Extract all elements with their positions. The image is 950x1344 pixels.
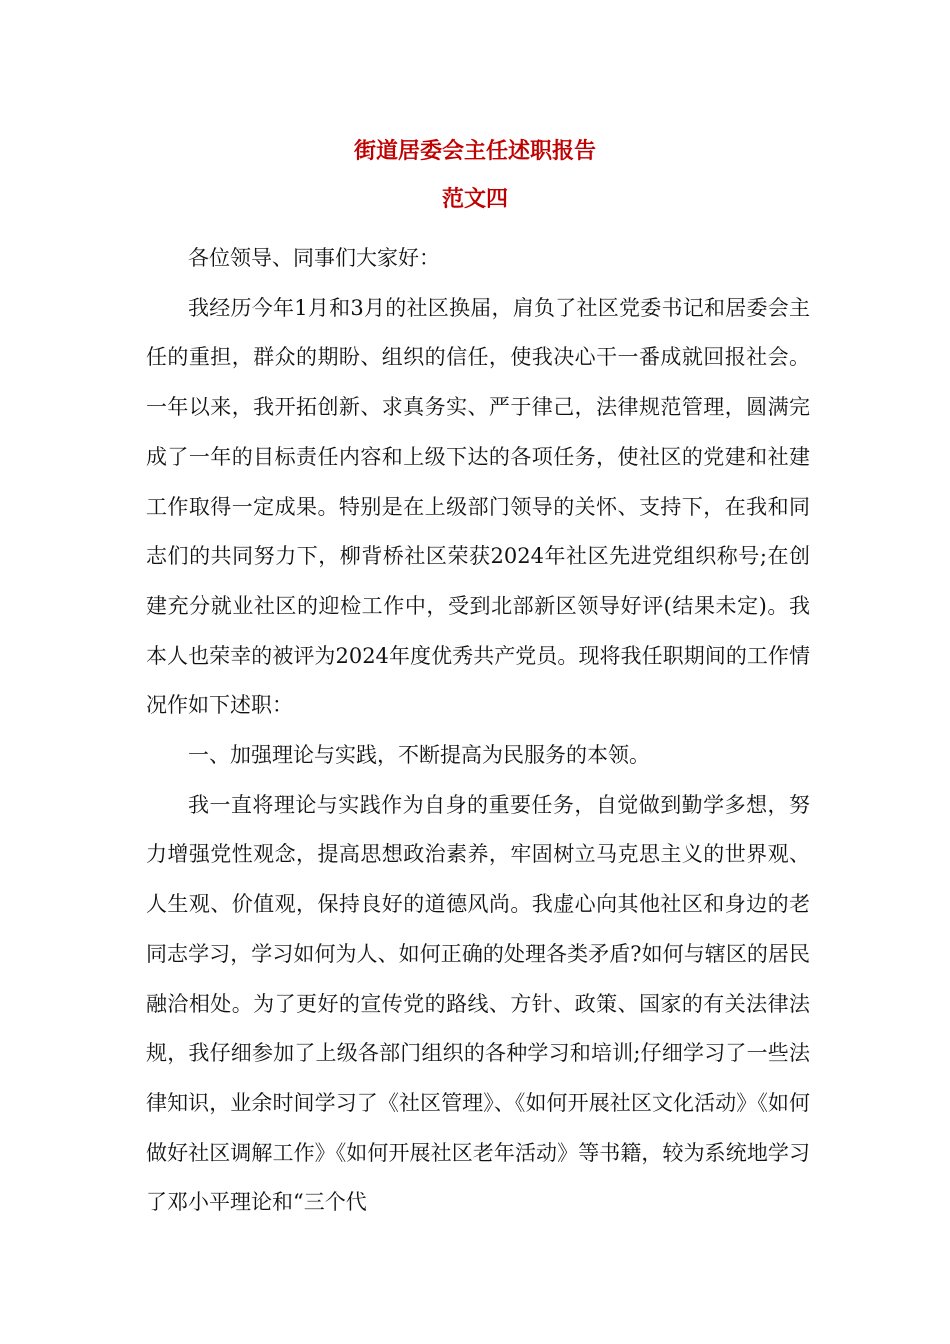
document-body <box>146 234 810 1228</box>
paragraph-study: 我一直将理论与实践作为自身的重要任务，自觉做到勤学多想，努力增强党性观念，提高思想政治素养，牢固树立马克思主义的世界观、人生观、价值观，保持良好的道德风尚。我虚心向其他社区和身边的老同志学习，学习如何为人、如何正确的处理各类矛盾?如何与辖区的居民融洽相处。为了更好的宣传党的路线、方针、政策、国家的有关法律法规，我仔细参加了上级各部门组织的各种学习和培训;仔细学习了一些法律知识，业余时间学习了《社区管理》、《如何开展社区文化活动》《如何做好社区调解工作》《如何开展社区老年活动》等书籍，较为系统地学习了邓小平理论和“三个代 <box>146 792 810 1215</box>
paragraph-intro: 我经历今年1月和3月的社区换届，肩负了社区党委书记和居委会主任的重担，群众的期盼、组织的信任，使我决心干一番成就回报社会。一年以来，我开拓创新、求真务实、严于律己，法律规范管理，圆满完成了一年的目标责任内容和上级下达的各项任务，使社区的党建和社建工作取得一定成果。特别是在上级部门领导的关怀、支持下，在我和同志们的共同努力下，柳背桥社区荣获2024年社区先进党组织称号;在创建充分就业社区的迎检工作中，受到北部新区领导好评(结果未定)。我本人也荣幸的被评为2024年度优秀共产党员。现将我任职期间的工作情况作如下述职： <box>146 295 810 718</box>
document-title: 街道居委会主任述职报告 <box>353 138 596 164</box>
paragraph-greeting: 各位领导、同事们大家好： <box>188 246 440 270</box>
paragraph-section-heading: 一、加强理论与实践，不断提高为民服务的本领。 <box>188 743 650 768</box>
document-subtitle: 范文四 <box>441 186 508 212</box>
